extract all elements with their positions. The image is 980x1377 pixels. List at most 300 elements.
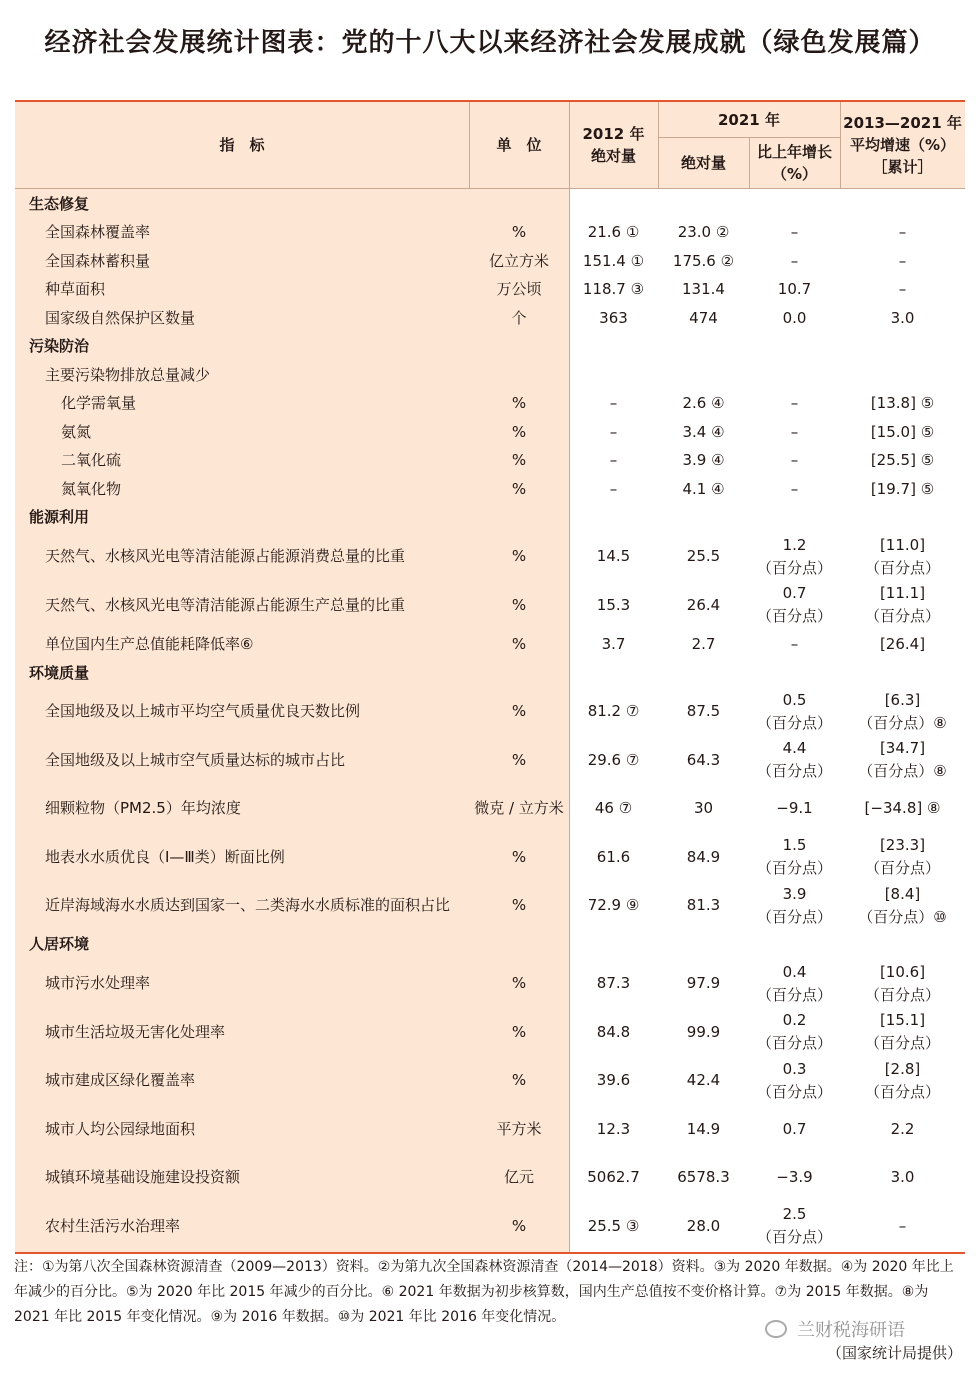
- average-number: –: [898, 1216, 907, 1235]
- increase-cell: [749, 361, 840, 389]
- increase-number: 0.7: [782, 1119, 807, 1138]
- value-2021-cell: 175.6 ②: [672, 251, 735, 270]
- value-2012-cell: [569, 190, 658, 218]
- unit-cell: [469, 190, 569, 218]
- table-row: [15, 1056, 965, 1105]
- increase-cell: [749, 784, 840, 833]
- header-indicator-label: 指 标: [219, 136, 265, 154]
- value-2012-cell: [569, 332, 658, 361]
- increase-number: –: [790, 451, 799, 469]
- indicator-name: 单位国内生产总值能耗降低率⑥: [45, 634, 254, 653]
- average-value: [865, 961, 940, 1007]
- increase-value: [791, 250, 799, 273]
- value-2012-cell: 151.4 ①: [582, 251, 645, 270]
- average-value: [865, 1009, 940, 1055]
- header-avg-label: 平均增速（%）: [849, 136, 956, 154]
- value-2012-cell: 363: [599, 308, 628, 327]
- increase-number: –: [790, 223, 799, 241]
- value-2021-cell: 14.9: [686, 1119, 721, 1138]
- average-value: [880, 633, 925, 656]
- increase-number: 0.5: [782, 690, 807, 709]
- value-2012-cell: 12.3: [596, 1119, 631, 1138]
- table-row: [15, 629, 965, 659]
- table-row: [15, 389, 965, 418]
- average-number: [13.8] ⑤: [870, 394, 935, 412]
- table-row: [15, 581, 965, 629]
- average-cell: [840, 218, 965, 247]
- increase-value: [757, 582, 832, 628]
- average-number: [2.8]: [884, 1059, 921, 1078]
- average-value: [858, 689, 946, 735]
- indicator-name: 全国森林蓄积量: [45, 251, 151, 270]
- category-row: [15, 332, 965, 361]
- average-value: [899, 1215, 907, 1238]
- indicator-name: 人居环境: [29, 935, 90, 953]
- average-number: [15.0] ⑤: [870, 422, 935, 441]
- average-value: [899, 278, 907, 301]
- unit-cell: 个: [511, 308, 527, 327]
- value-2021-cell: 26.4: [686, 595, 721, 614]
- unit-cell: [469, 930, 569, 959]
- header-2021-abs: [658, 137, 749, 188]
- average-cell: [840, 736, 965, 784]
- increase-value: [783, 1118, 807, 1141]
- value-2021-cell: 28.0: [686, 1216, 721, 1235]
- table-row: [15, 833, 965, 881]
- value-2021-cell: [658, 503, 749, 532]
- value-2012-cell: [569, 930, 658, 959]
- unit-cell: 平方米: [496, 1119, 542, 1138]
- value-2021-cell: 131.4: [682, 280, 725, 298]
- increase-value: [757, 534, 832, 580]
- header-indicator: [15, 102, 469, 188]
- average-unit: （百分点）⑩: [858, 907, 947, 926]
- average-cell: [840, 881, 965, 930]
- table-row: [15, 1202, 965, 1250]
- increase-cell: [749, 418, 840, 446]
- value-2012-cell: 39.6: [596, 1071, 631, 1089]
- average-cell: [840, 581, 965, 629]
- watermark: [765, 1316, 905, 1342]
- average-cell: [840, 247, 965, 275]
- unit-cell: %: [511, 1071, 527, 1089]
- value-2021-cell: 23.0 ②: [677, 223, 730, 241]
- unit-cell: %: [511, 896, 527, 914]
- increase-number: 4.4: [782, 739, 807, 757]
- value-2021-cell: 81.3: [686, 896, 721, 914]
- value-2012-cell: 5062.7: [587, 1168, 640, 1186]
- average-value: [865, 534, 940, 580]
- header-avg-years: 2013—2021 年: [843, 114, 962, 132]
- increase-cell: [749, 833, 840, 881]
- increase-value: [757, 883, 832, 929]
- table-row: [15, 361, 965, 389]
- unit-cell: 万公顷: [496, 280, 542, 298]
- header-avg-cumulative: ［累计］: [872, 158, 933, 176]
- header-2012-abs: 绝对量: [590, 147, 636, 165]
- table-row: [15, 532, 965, 581]
- increase-value: [791, 478, 799, 501]
- wechat-icon: [765, 1320, 787, 1338]
- value-2021-cell: [658, 930, 749, 959]
- average-value: [865, 797, 941, 820]
- header-inc-unit: （%）: [771, 164, 818, 183]
- increase-cell: [749, 659, 840, 687]
- increase-value: [757, 1009, 832, 1055]
- increase-cell: [749, 1056, 840, 1105]
- unit-cell: %: [511, 547, 527, 565]
- value-2012-cell: 61.6: [596, 847, 631, 866]
- average-cell: [840, 930, 965, 959]
- page-title: 经济社会发展统计图表：党的十八大以来经济社会发展成就（绿色发展篇）: [44, 28, 936, 58]
- category-row: [15, 190, 965, 218]
- increase-value: [757, 737, 832, 783]
- value-2021-cell: 6578.3: [677, 1168, 730, 1186]
- value-2021-cell: 30: [693, 799, 714, 817]
- table-row: [15, 446, 965, 475]
- value-2012-cell: 46 ⑦: [594, 799, 633, 817]
- value-2021-cell: 42.4: [686, 1071, 721, 1089]
- increase-cell: [749, 687, 840, 736]
- average-unit: （百分点）: [864, 859, 940, 877]
- value-2021-cell: 64.3: [686, 750, 721, 769]
- average-cell: [840, 1202, 965, 1250]
- table-row: [15, 736, 965, 784]
- increase-number: 0.3: [782, 1059, 807, 1078]
- increase-number: 0.7: [782, 584, 807, 602]
- increase-number: –: [790, 479, 799, 498]
- indicator-name: 生态修复: [29, 194, 90, 213]
- value-2012-cell: 118.7 ③: [582, 280, 645, 298]
- average-value: [891, 1166, 915, 1189]
- increase-unit: （百分点）: [756, 713, 832, 732]
- header-2021-year: 2021 年: [718, 110, 780, 129]
- unit-cell: [469, 361, 569, 389]
- unit-cell: [469, 332, 569, 361]
- average-cell: [840, 418, 965, 446]
- increase-cell: [749, 503, 840, 532]
- value-2012-cell: 81.2 ⑦: [587, 702, 640, 720]
- table-row: [15, 1105, 965, 1153]
- table-row: [15, 687, 965, 736]
- increase-value: [757, 834, 832, 880]
- table-row: [15, 218, 965, 247]
- indicator-name: 全国地级及以上城市空气质量达标的城市占比: [45, 750, 346, 769]
- table-row: [15, 475, 965, 503]
- increase-cell: [749, 736, 840, 784]
- unit-cell: %: [511, 479, 527, 498]
- value-2021-cell: 84.9: [686, 847, 721, 866]
- average-value: [865, 1058, 940, 1104]
- average-number: [6.3]: [884, 690, 921, 709]
- average-cell: [840, 446, 965, 475]
- unit-cell: %: [511, 422, 527, 441]
- average-cell: [840, 629, 965, 659]
- increase-unit: （百分点）: [756, 1228, 832, 1246]
- statistics-table: [15, 100, 965, 1254]
- average-number: 3.0: [890, 308, 915, 327]
- value-2012-cell: 15.3: [596, 595, 631, 614]
- average-number: –: [898, 251, 907, 270]
- average-unit: （百分点）⑧: [858, 762, 947, 780]
- value-2012-cell: 72.9 ⑨: [587, 896, 640, 914]
- header-2012: [569, 102, 658, 188]
- value-2012-cell: –: [609, 451, 618, 469]
- increase-value: [776, 1166, 812, 1189]
- increase-unit: （百分点）: [756, 907, 832, 926]
- increase-number: −3.9: [776, 1168, 813, 1186]
- unit-cell: %: [511, 1216, 527, 1235]
- average-value: [891, 307, 915, 330]
- value-2021-cell: 87.5: [686, 702, 721, 720]
- average-unit: （百分点）: [864, 1082, 940, 1101]
- increase-number: –: [790, 394, 799, 412]
- average-cell: [840, 1105, 965, 1153]
- value-2012-cell: 84.8: [596, 1022, 631, 1041]
- indicator-name: 氮氧化物: [61, 479, 122, 498]
- increase-cell: [749, 275, 840, 304]
- table-row: [15, 304, 965, 332]
- header-2021-abs-label: 绝对量: [680, 153, 726, 172]
- average-cell: [840, 833, 965, 881]
- increase-cell: [749, 581, 840, 629]
- increase-cell: [749, 532, 840, 581]
- category-row: [15, 659, 965, 687]
- indicator-name: 二氧化硫: [61, 451, 122, 469]
- indicator-name: 污染防治: [29, 337, 90, 355]
- increase-value: [757, 961, 832, 1007]
- header-2012-year: 2012 年: [582, 125, 645, 143]
- average-number: 2.2: [890, 1119, 915, 1138]
- increase-cell: [749, 1153, 840, 1202]
- value-2021-cell: [658, 659, 749, 687]
- unit-cell: %: [511, 702, 527, 720]
- average-cell: [840, 190, 965, 218]
- table-row: [15, 275, 965, 304]
- increase-cell: [749, 218, 840, 247]
- unit-cell: %: [511, 974, 527, 992]
- value-2021-cell: 3.4 ④: [682, 422, 725, 441]
- average-unit: （百分点）: [864, 607, 940, 625]
- increase-number: 0.4: [782, 962, 807, 981]
- average-cell: [840, 503, 965, 532]
- increase-cell: [749, 247, 840, 275]
- average-unit: （百分点）⑧: [858, 713, 947, 732]
- increase-unit: （百分点）: [756, 1082, 832, 1101]
- indicator-name: 城市污水处理率: [45, 974, 151, 992]
- average-cell: [840, 784, 965, 833]
- unit-cell: %: [511, 223, 527, 241]
- average-cell: [840, 475, 965, 503]
- indicator-name: 细颗粒物（PM2.5）年均浓度: [45, 799, 241, 817]
- increase-number: –: [790, 422, 799, 441]
- average-number: [10.6]: [879, 962, 926, 981]
- value-2021-cell: 2.6 ④: [682, 394, 725, 412]
- indicator-name: 城市生活垃圾无害化处理率: [45, 1022, 226, 1041]
- increase-number: –: [790, 634, 799, 653]
- value-2021-cell: 4.1 ④: [682, 479, 725, 498]
- average-value: [891, 1118, 915, 1141]
- increase-number: 0.0: [782, 308, 807, 327]
- increase-cell: [749, 446, 840, 475]
- average-number: 3.0: [890, 1168, 915, 1186]
- increase-unit: （百分点）: [756, 558, 832, 577]
- value-2021-cell: [658, 190, 749, 218]
- increase-unit: （百分点）: [756, 859, 832, 877]
- increase-number: 1.2: [782, 535, 807, 554]
- unit-cell: %: [511, 750, 527, 769]
- header-unit: [469, 102, 569, 188]
- indicator-name: 能源利用: [29, 508, 90, 526]
- increase-unit: （百分点）: [756, 1034, 832, 1052]
- indicator-name: 城市建成区绿化覆盖率: [45, 1071, 196, 1089]
- average-number: [26.4]: [879, 634, 926, 653]
- value-2021-cell: 474: [689, 308, 718, 327]
- increase-value: [791, 392, 799, 415]
- indicator-name: 全国森林覆盖率: [45, 223, 151, 241]
- indicator-name: 化学需氧量: [61, 394, 137, 412]
- average-number: [8.4]: [884, 884, 921, 903]
- average-cell: [840, 332, 965, 361]
- average-value: [871, 392, 934, 415]
- indicator-name: 种草面积: [45, 280, 106, 298]
- increase-number: 3.9: [782, 884, 807, 903]
- increase-cell: [749, 1008, 840, 1056]
- value-2021-cell: 99.9: [686, 1022, 721, 1041]
- value-2012-cell: 14.5: [596, 547, 631, 565]
- value-2021-cell: 2.7: [691, 634, 716, 653]
- average-value: [865, 834, 940, 880]
- value-2012-cell: [569, 659, 658, 687]
- average-value: [865, 582, 940, 628]
- average-cell: [840, 304, 965, 332]
- increase-value: [778, 278, 811, 301]
- increase-value: [757, 1203, 832, 1249]
- footnotes: 注：①为第八次全国森林资源清查（2009—2013）资料。②为第九次全国森林资源清查（2014—2018）资料。③为 2020 年数据。④为 2020 年比上年减少的百分比。⑤为 2020 年比 2015 年减少的百分比。⑥ 2021 年数据为初步核算数，国内生产总值按不变价格计算。⑦为 2015 年数据。⑧为 2021 年比 2015 年变化情况。⑨为 2016 年数据。⑩为 2021 年比 2016 年变化情况。: [14, 1259, 954, 1325]
- indicator-name: 地表水水质优良（Ⅰ—Ⅲ类）断面比例: [45, 847, 285, 866]
- unit-cell: 微克 / 立方米: [474, 799, 564, 817]
- header-unit-label: 单 位: [496, 136, 542, 154]
- increase-value: [783, 307, 807, 330]
- unit-cell: [469, 503, 569, 532]
- average-number: [11.1]: [879, 584, 926, 602]
- table-row: [15, 881, 965, 930]
- average-value: [858, 883, 946, 929]
- average-cell: [840, 687, 965, 736]
- value-2021-cell: [658, 332, 749, 361]
- increase-value: [791, 633, 799, 656]
- value-2021-cell: [658, 361, 749, 389]
- increase-number: 1.5: [782, 836, 807, 854]
- average-unit: （百分点）: [864, 985, 940, 1004]
- indicator-name: 氨氮: [61, 422, 92, 441]
- indicator-name: 天然气、水核风光电等清洁能源占能源消费总量的比重: [45, 547, 406, 565]
- value-2012-cell: –: [609, 479, 618, 498]
- value-2012-cell: –: [609, 422, 618, 441]
- table-row: [15, 784, 965, 833]
- increase-unit: （百分点）: [756, 607, 832, 625]
- increase-cell: [749, 332, 840, 361]
- unit-cell: %: [511, 847, 527, 866]
- unit-cell: 亿立方米: [488, 251, 549, 270]
- header-2021-inc: [749, 137, 840, 188]
- value-2021-cell: 3.9 ④: [682, 451, 725, 469]
- increase-cell: [749, 389, 840, 418]
- increase-cell: [749, 1105, 840, 1153]
- indicator-name: 全国地级及以上城市平均空气质量优良天数比例: [45, 702, 361, 720]
- increase-unit: （百分点）: [756, 762, 832, 780]
- unit-cell: 亿元: [503, 1168, 534, 1186]
- indicator-name: 农村生活污水治理率: [45, 1216, 181, 1235]
- indicator-name: 城市人均公园绿地面积: [45, 1119, 196, 1138]
- average-unit: （百分点）: [864, 1034, 940, 1052]
- increase-unit: （百分点）: [756, 985, 832, 1004]
- value-2021-cell: 97.9: [686, 974, 721, 992]
- increase-cell: [749, 190, 840, 218]
- table-row: [15, 1008, 965, 1056]
- unit-cell: %: [511, 634, 527, 653]
- value-2012-cell: [569, 361, 658, 389]
- average-number: [25.5] ⑤: [870, 451, 935, 469]
- increase-cell: [749, 304, 840, 332]
- unit-cell: %: [511, 394, 527, 412]
- average-value: [899, 221, 907, 244]
- average-cell: [840, 1056, 965, 1105]
- increase-value: [757, 1058, 832, 1104]
- average-value: [899, 250, 907, 273]
- average-number: [19.7] ⑤: [870, 479, 935, 498]
- indicator-name: 环境质量: [29, 663, 90, 682]
- unit-cell: [469, 659, 569, 687]
- average-cell: [840, 361, 965, 389]
- increase-cell: [749, 959, 840, 1008]
- table-row: [15, 959, 965, 1008]
- indicator-name: 天然气、水核风光电等清洁能源占能源生产总量的比重: [45, 595, 406, 614]
- unit-cell: %: [511, 451, 527, 469]
- category-row: [15, 503, 965, 532]
- indicator-name: 主要污染物排放总量减少: [45, 365, 211, 384]
- average-value: [871, 478, 934, 501]
- increase-number: –: [790, 251, 799, 270]
- average-cell: [840, 389, 965, 418]
- increase-value: [791, 221, 799, 244]
- table-row: [15, 1153, 965, 1202]
- value-2012-cell: 87.3: [596, 974, 631, 992]
- header-bottom-line: [15, 188, 965, 189]
- average-number: [11.0]: [879, 535, 926, 554]
- average-cell: [840, 959, 965, 1008]
- increase-cell: [749, 930, 840, 959]
- table-row: [15, 418, 965, 446]
- watermark-text: 兰财税海研语: [797, 1320, 905, 1341]
- average-number: [34.7]: [879, 739, 926, 757]
- source-credit: （国家统计局提供）: [826, 1344, 962, 1362]
- increase-cell: [749, 475, 840, 503]
- unit-cell: %: [511, 595, 527, 614]
- increase-cell: [749, 1202, 840, 1250]
- average-value: [871, 421, 934, 444]
- value-2012-cell: 25.5 ③: [587, 1216, 640, 1235]
- value-2021-cell: 25.5: [686, 547, 721, 565]
- table-row: [15, 247, 965, 275]
- increase-number: 0.2: [782, 1011, 807, 1029]
- average-value: [871, 449, 934, 472]
- indicator-name: 近岸海域海水水质达到国家一、二类海水水质标准的面积占比: [45, 896, 451, 914]
- average-cell: [840, 659, 965, 687]
- value-2012-cell: 29.6 ⑦: [587, 750, 640, 769]
- average-number: –: [898, 280, 907, 298]
- increase-value: [791, 421, 799, 444]
